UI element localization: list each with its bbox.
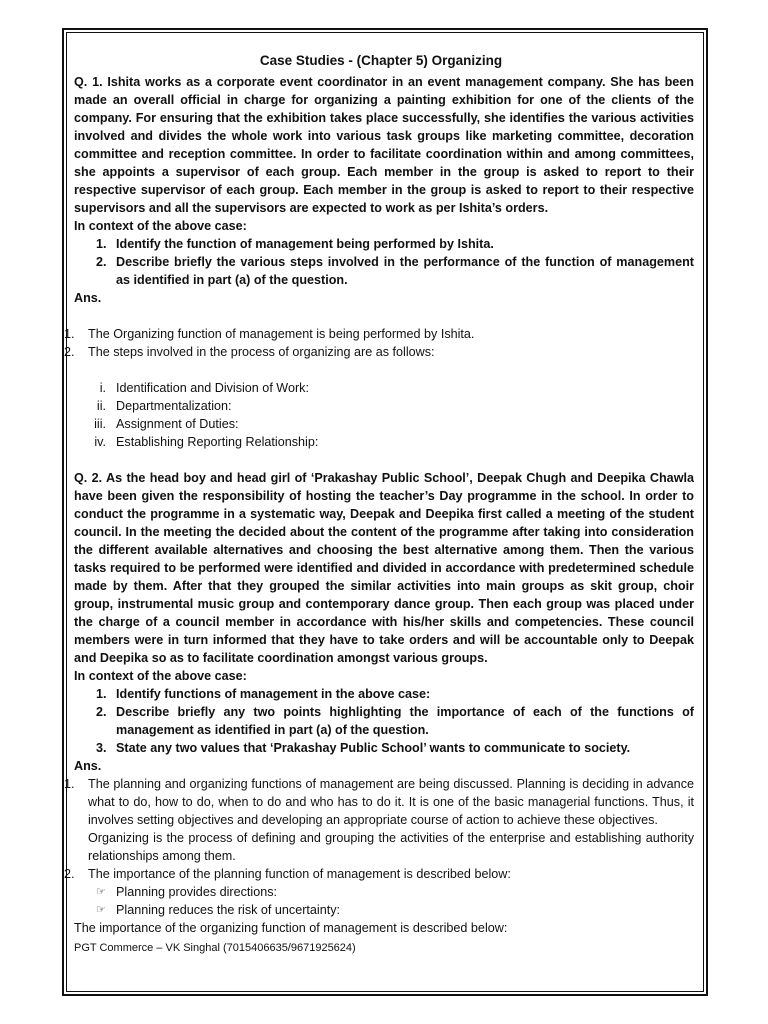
- q2-organizing-importance: The importance of the organizing function of management is described below:: [74, 921, 508, 935]
- q2-item: 2. Describe briefly any two points highlighting the importance of each of the functions of management as identified in part (a) of the question.: [96, 705, 694, 737]
- q2-answer: 2. The importance of the planning function of management is described below:: [64, 867, 511, 881]
- q1-answer: 2. The steps involved in the process of organizing are as follows:: [64, 345, 435, 359]
- q2-context: In context of the above case:: [74, 669, 247, 683]
- q1-answer: 1. The Organizing function of management is being performed by Ishita.: [64, 327, 475, 341]
- q1-answers: [64, 325, 694, 361]
- q2-items: [68, 685, 694, 757]
- document-page: [64, 52, 694, 957]
- q2-answers: [64, 775, 694, 883]
- q2-bullet: ☞ Planning reduces the risk of uncertainty:: [96, 903, 341, 917]
- q1-ans-label: Ans.: [74, 291, 102, 305]
- q1-steps: [68, 379, 694, 451]
- q2-item: 3. State any two values that ‘Prakashay Public School’ wants to communicate to society.: [96, 741, 631, 755]
- pointing-hand-icon: ☞: [96, 886, 106, 898]
- q1-item: 1. Identify the function of management being performed by Ishita.: [96, 237, 494, 251]
- q1-text: Q. 1. Ishita works as a corporate event coordinator in an event management company. She has been made an overall official in charge for organizing a painting exhibition for one of the clients of the company. For ensuring that the exhibition takes place successfully, she identifies the various activities involved and divides the whole work into various task groups like marketing committee, decoration committee and reception committee. In order to facilitate coordination within and among committees, she appoints a supervisor of each group. Each member in the group is asked to report to their respective supervisor of each group. Each member in the group is asked to report to their respective supervisors and all the supervisors are expected to work as per Ishita’s orders.: [74, 75, 694, 215]
- q1-step: iii. Assignment of Duties:: [94, 417, 239, 431]
- pointing-hand-icon: ☞: [96, 904, 106, 916]
- q1-item: 2. Describe briefly the various steps involved in the performance of the function of management as identified in part (a) of the question.: [96, 255, 694, 287]
- q2-bullet: ☞ Planning provides directions:: [96, 885, 278, 899]
- q1-step: i. Identification and Division of Work:: [99, 381, 309, 395]
- q1-step: iv. Establishing Reporting Relationship:: [94, 435, 319, 449]
- q2-text: Q. 2. As the head boy and head girl of ‘Prakashay Public School’, Deepak Chugh and Deepika Chawla have been given the responsibility of hosting the teacher’s Day programme in the school. In order to conduct the programme in a systematic way, Deepak and Deepika first called a meeting of the student council. In the meeting the decided about the content of the programme after taking into consideration the different available alternatives and choosing the best alternative among them. Then the various tasks required to be performed were identified and divided in accordance with predetermined schedule made by them. After that they grouped the similar activities into main groups as skit group, choir group, instrumental music group and contemporary dance group. Then each group was placed under the charge of a council member in accordance with his/her skills and competencies. These council members were in turn informed that they have to take orders and will be accountable only to Deepak and Deepika so as to facilitate coordination amongst various groups.: [74, 471, 694, 665]
- q2-answer: 1. The planning and organizing functions of management are being discussed. Planning is deciding in advance what to do, how to do, when to do and who has to do it. It is one of the basic managerial functions. Thus, it involves setting objectives and developing an appropriate course of action to achieve these objectives. Organizing is the process of defining and grouping the activities of the enterprise and establishing authority relationships among them.: [64, 777, 694, 863]
- page-title: Case Studies - (Chapter 5) Organizing: [259, 53, 503, 68]
- page-footer: PGT Commerce – VK Singhal (7015406635/9671925624): [74, 942, 356, 954]
- q1-context: In context of the above case:: [74, 219, 247, 233]
- q2-bullets: [68, 883, 694, 919]
- q1-step: ii. Departmentalization:: [96, 399, 232, 413]
- q1-items: [68, 235, 694, 289]
- q2-answer-organizing: Organizing is the process of defining and grouping the activities of the enterprise and establishing authority relationships among them.: [88, 831, 694, 863]
- q2-item: 1. Identify functions of management in the above case:: [96, 687, 431, 701]
- q2-ans-label: Ans.: [74, 759, 102, 773]
